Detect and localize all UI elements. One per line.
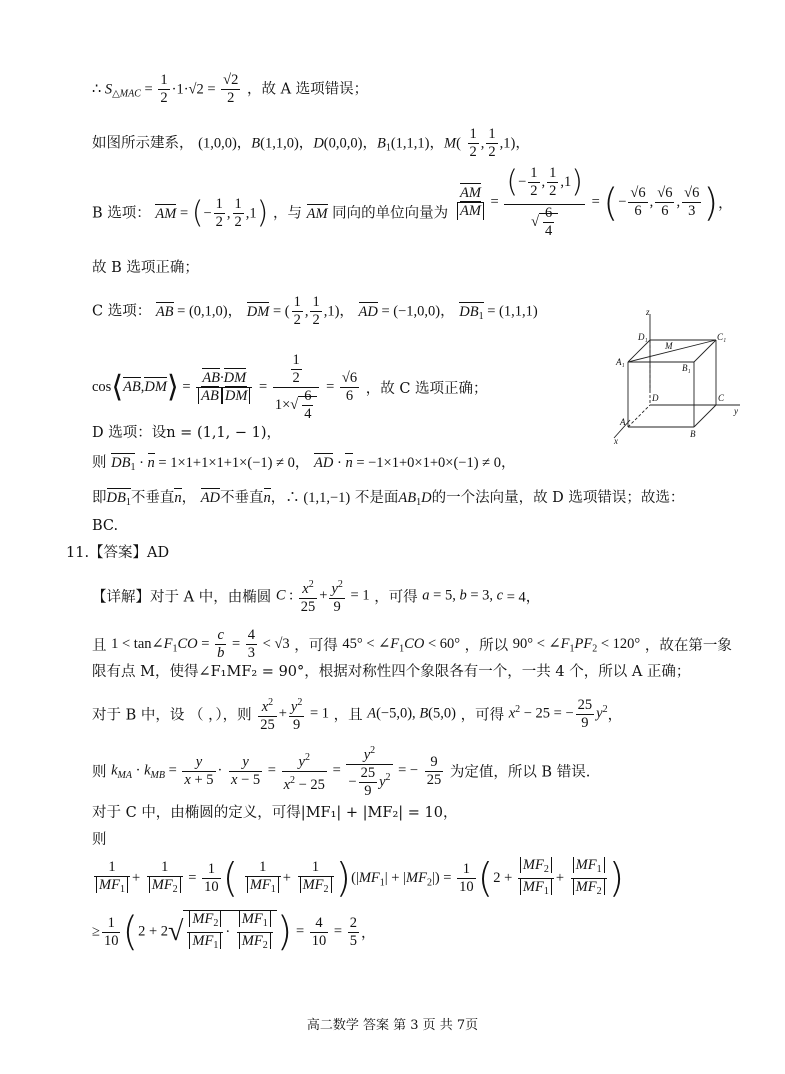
line-6: cos⟨AB,DM⟩ = $\frac{AB\cdot DM}{\text{AB DM}}$ = $\frac{1}{2}$ 1×√ $\frac{6}{4}$ = $\frac{√6}{6}$ ，故 C 选项正确； bbox=[92, 352, 488, 422]
line-5: C 选项： AB = (0,1,0)， DM = ( $\frac{1}{2}$ , $\frac{1}{2}$ ,1)， AD = (−1,0,0)， $DB_1 = (1,1,1)$ bbox=[92, 294, 538, 328]
label-M: M bbox=[665, 341, 673, 351]
line-18: 则 bbox=[92, 832, 107, 848]
label-z: z bbox=[646, 310, 650, 317]
label-C1: C₁ bbox=[717, 332, 727, 342]
line-1: ∴ $S_{\triangle MAC}$ = $\frac{1}{2}$ ·1·√2 = $\frac{√2}{2}$ ，故 A 选项错误； bbox=[92, 72, 369, 106]
line-3: B 选项： AM = (− $\frac{1}{2}$ , $\frac{1}{2}$ ,1) ，与 AM 同向的单位向量为 bbox=[92, 195, 449, 231]
line-16: 则 $k_{MA} \cdot k_{MB}$ = $\frac{y}{x + 5}$ · $\frac{y}{x - 5}$ = $\frac{y^2}{x^2 - 25}$ = $y^2$ − $\frac{25}{9}$ $y^2$ = − $\frac{9}{25}$ 为定值，所以 B 错误. bbox=[92, 742, 590, 800]
line-8: 则 $DB_1 \cdot n = 1\times 1+1\times 1+1\times(-1) \ne 0$， AD · n = −1×1+0×1+0×(−1) ≠ 0， bbox=[92, 455, 516, 473]
line-17: 对于 C 中，由椭圆的定义，可得|MF₁| + |MF₂| = 10， bbox=[92, 805, 458, 821]
line-12: 【详解】对于 A 中，由椭圆 C : $\frac{x^2}{25}$ + $\frac{y^2}{9}$ = 1 ，可得 a = 5, b = 3, c = 4， bbox=[92, 576, 540, 616]
line-2: 如图所示建系， (1,0,0)，B(1,1,0)，D(0,0,0)，$B_1(1,1,1)$，M( $\frac{1}{2}$ , $\frac{1}{2}$ ,1)， bbox=[92, 126, 530, 160]
line-10: BC. bbox=[92, 518, 119, 534]
line-1-text: ，故 A 选项错误； bbox=[246, 81, 369, 98]
label-D1: D₁ bbox=[638, 332, 648, 342]
label-A1: A₁ bbox=[616, 357, 625, 367]
page-footer: 高二数学 答案 第 3 页 共 7页 bbox=[306, 1018, 479, 1033]
label-A: A bbox=[620, 417, 626, 427]
line-4: 故 B 选项正确； bbox=[92, 260, 199, 276]
line-19: $\frac{1}{MF_1}$ + $\frac{1}{MF_2}$ = $\frac{1}{10}$ ( $\frac{1}{MF_1}$ + $\frac{1}{MF_2}$ )$(|MF_1| + |MF_2|)$ = $\frac{1}{10}$ (2 + $\frac{MF_2}{MF_1}$ + $\frac{MF_1}{MF_2}$ ) bbox=[92, 857, 624, 900]
line-15: 对于 B 中，设 （ ，），则 $\frac{x^2}{25}$ + $\frac{y^2}{9}$ = 1 ，且 A(−5,0), B(5,0) ，可得 $x^2 - 25$ = − $\frac{25}{9}$ $y^2$， bbox=[92, 694, 622, 734]
label-B1: B₁ bbox=[682, 363, 691, 373]
q11-heading: 11.【答案】AD bbox=[66, 545, 170, 561]
label-C: C bbox=[718, 393, 725, 403]
label-B: B bbox=[690, 429, 696, 439]
label-x: x bbox=[614, 436, 618, 445]
label-y: y bbox=[734, 406, 738, 416]
cube-diagram bbox=[610, 310, 750, 445]
line-20: ≥ $\frac{1}{10}$ (2 + 2√ $\frac{MF_2}{MF_1}$ · $\frac{MF_1}{MF_2}$ ) = $\frac{4}{10}$ = $\frac{2}{5}$ ， bbox=[92, 909, 376, 955]
line-14: 限有点 M，使得∠F₁MF₂ = 90°，根据对称性四个象限各有一个，一共 4 个，所以 A 正确； bbox=[92, 664, 691, 680]
line-3-fraction: $\frac{AM}{AM}$ = (− $\frac{1}{2}$ , $\frac{1}{2}$ ,1) √ $\frac{6}{4}$ = (− $\frac{√6}{6}$ , $\frac{√6}{6}$ , $\frac{√6}{3}$ )， bbox=[455, 165, 733, 240]
label-D: D bbox=[652, 393, 659, 403]
line-9: 即$DB_1$不垂直n， AD不垂直n，∴ (1,1,−1) 不是面$AB_1D$的一个法向量，故 D 选项错误；故选： bbox=[92, 490, 685, 508]
line-7: D 选项：设n = (1,1, − 1)， bbox=[92, 425, 282, 441]
line-13: 且 $1 < \tan\angle F_1CO$ = $\frac{c}{b}$ = $\frac{4}{3}$ < √3 ，可得 $45^\circ < \angle F_1CO < 60^\circ$ ，所以 $90^\circ < \angle F_1PF_2 < 120^\circ$ ，故在第一象 bbox=[92, 627, 732, 661]
